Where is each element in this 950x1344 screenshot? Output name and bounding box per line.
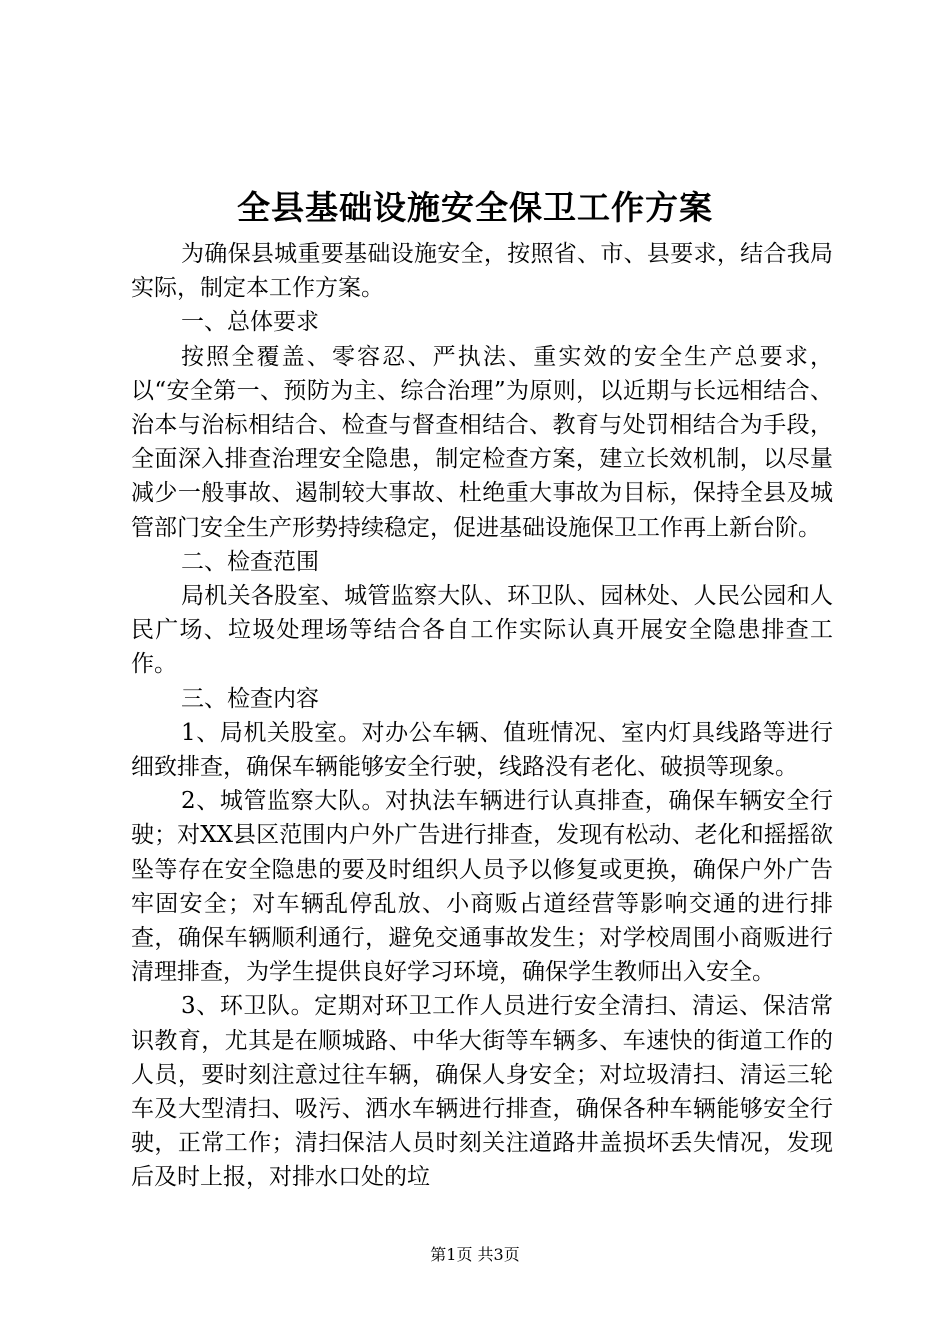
page-footer: 第1页 共3页 bbox=[430, 1245, 520, 1264]
section-heading-scope: 二、检查范围 bbox=[181, 548, 319, 575]
section-heading-content: 三、检查内容 bbox=[181, 685, 319, 712]
paragraph-item-3: 3、环卫队。定期对环卫工作人员进行安全清扫、清运、保洁常识教育，尤其是在顺城路、中华大街等车辆多、车速快的街道工作的人员，要时刻注意过往车辆，确保人身安全；对垃圾清扫、清运三轮车及大型清扫、吸污、洒水车辆进行排查，确保各种车辆能够安全行驶，正常工作；清扫保洁人员时刻关注道路井盖损坏丢失情况，发现后及时上报，对排水口处的垃 bbox=[131, 993, 833, 1191]
paragraph-scope: 局机关各股室、城管监察大队、环卫队、园林处、人民公园和人民广场、垃圾处理场等结合各自工作实际认真开展安全隐患排查工作。 bbox=[131, 583, 833, 678]
document-body bbox=[131, 237, 833, 1195]
section-heading-general: 一、总体要求 bbox=[181, 309, 319, 336]
paragraph-general-requirements: 按照全覆盖、零容忍、严执法、重实效的安全生产总要求，以“安全第一、预防为主、综合治理”为原则，以近期与长远相结合、治本与治标相结合、检查与督查相结合、教育与处罚相结合为手段，全面深入排查治理安全隐患，制定检查方案，建立长效机制，以尽量减少一般事故、遏制较大事故、杜绝重大事故为目标，保持全县及城管部门安全生产形势持续稳定，促进基础设施保卫工作再上新台阶。 bbox=[131, 343, 833, 541]
paragraph-item-1: 1、局机关股室。对办公车辆、值班情况、室内灯具线路等进行细致排查，确保车辆能够安全行驶，线路没有老化、破损等现象。 bbox=[131, 719, 833, 781]
paragraph-item-2: 2、城管监察大队。对执法车辆进行认真排查，确保车辆安全行驶；对XX县区范围内户外广告进行排查，发现有松动、老化和摇摇欲坠等存在安全隐患的要及时组织人员予以修复或更换，确保户外广告牢固安全；对车辆乱停乱放、小商贩占道经营等影响交通的进行排查，确保车辆顺利通行，避免交通事故发生；对学校周围小商贩进行清理排查，为学生提供良好学习环境，确保学生教师出入安全。 bbox=[131, 788, 833, 986]
paragraph-intro: 为确保县城重要基础设施安全，按照省、市、县要求，结合我局实际，制定本工作方案。 bbox=[131, 241, 833, 302]
document-title: 全县基础设施安全保卫工作方案 bbox=[237, 188, 713, 227]
